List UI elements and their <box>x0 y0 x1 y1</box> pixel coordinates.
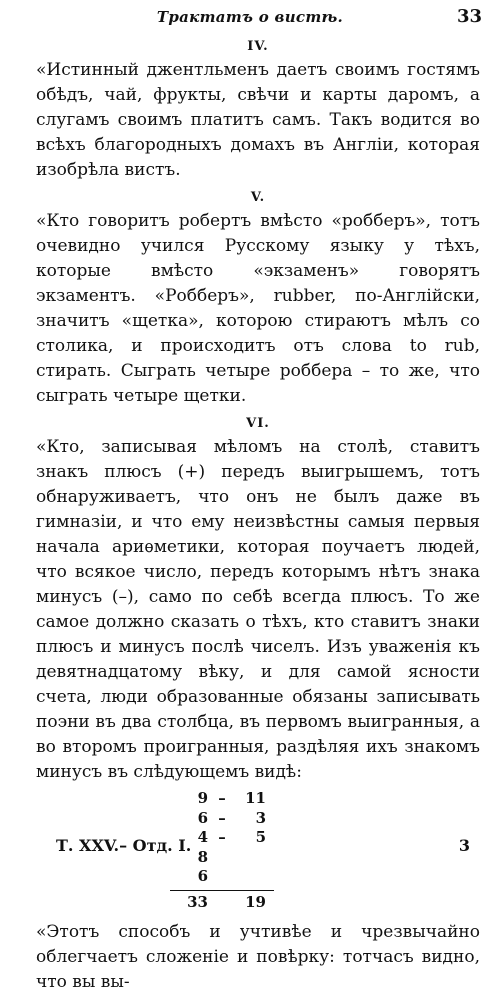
final-paragraph: «Этотъ способъ и учтивѣе и чрезвычайно облегчаетъ сложеніе и повѣрку: тотчасъ видно, что вы вы- <box>36 922 480 992</box>
calc-row: 9 – 11 <box>197 789 266 807</box>
calc-row: 6 <box>197 867 208 885</box>
section-number-6: VI. <box>246 416 270 431</box>
sum-rule <box>170 890 274 891</box>
section-number-5: V. <box>250 190 266 205</box>
section-5-text: «Кто говоритъ робертъ вмѣсто «роббeръ», тотъ очевидно учился Русскому языку у тѣхъ, которые вмѣсто «экзаменъ» говорятъ экзаментъ. «Роббeръ», rubber, по-Англійски, значитъ «щетка», которою стираютъ мѣлъ со столика, и происходитъ отъ слова to rub, стирать. Сыграть четыре роббера – то же, что сыграть четыре щетки. <box>36 211 480 406</box>
running-title: Трактатъ о вистѣ. <box>156 8 344 26</box>
section-6-text: «Кто, записывая мѣломъ на столѣ, ставитъ знакъ плюсъ (+) передъ выигрышемъ, тотъ обнаруживаетъ, что онъ не былъ даже въ гимназіи, и что ему неизвѣстны самыя первыя начала ариѳметики, которая поучаетъ людей, что всякое число, передъ которымъ нѣтъ знака минусъ (–), само по себѣ всегда плюсъ. То же самое должно сказать о тѣхъ, кто ставитъ знаки плюсъ и минусъ послѣ чиселъ. Изъ уваженія къ девятнадцатому вѣку, и для самой ясности счета, люди образованные обязаны записывать поэни въ два столбца, въ первомъ выигранныя, а во второмъ проигранныя, раздѣляя ихъ знакомъ минусъ въ слѣдующемъ видѣ: <box>36 437 480 782</box>
calc-total-row: 33 19 <box>187 892 266 911</box>
score-calculation <box>178 789 298 912</box>
page-header <box>0 6 500 32</box>
section-4-text: «Истинный джентльменъ даетъ своимъ гостямъ обѣдъ, чай, фрукты, свѣчи и карты даромъ, а слугамъ своимъ платитъ самъ. Такъ водится во всѣхъ благородныхъ домахъ въ Англіи, которая изобрѣла вистъ. <box>36 60 480 180</box>
page-number: 33 <box>456 6 482 27</box>
signature-mark: Т. XXV.– Отд. I. <box>56 836 192 855</box>
calc-row: 8 <box>197 847 208 866</box>
section-number-4: IV. <box>247 39 269 54</box>
signature-number: 3 <box>458 836 470 855</box>
calc-row: 6 – 3 <box>197 808 266 827</box>
calc-row: 4 – 5 <box>197 828 266 846</box>
